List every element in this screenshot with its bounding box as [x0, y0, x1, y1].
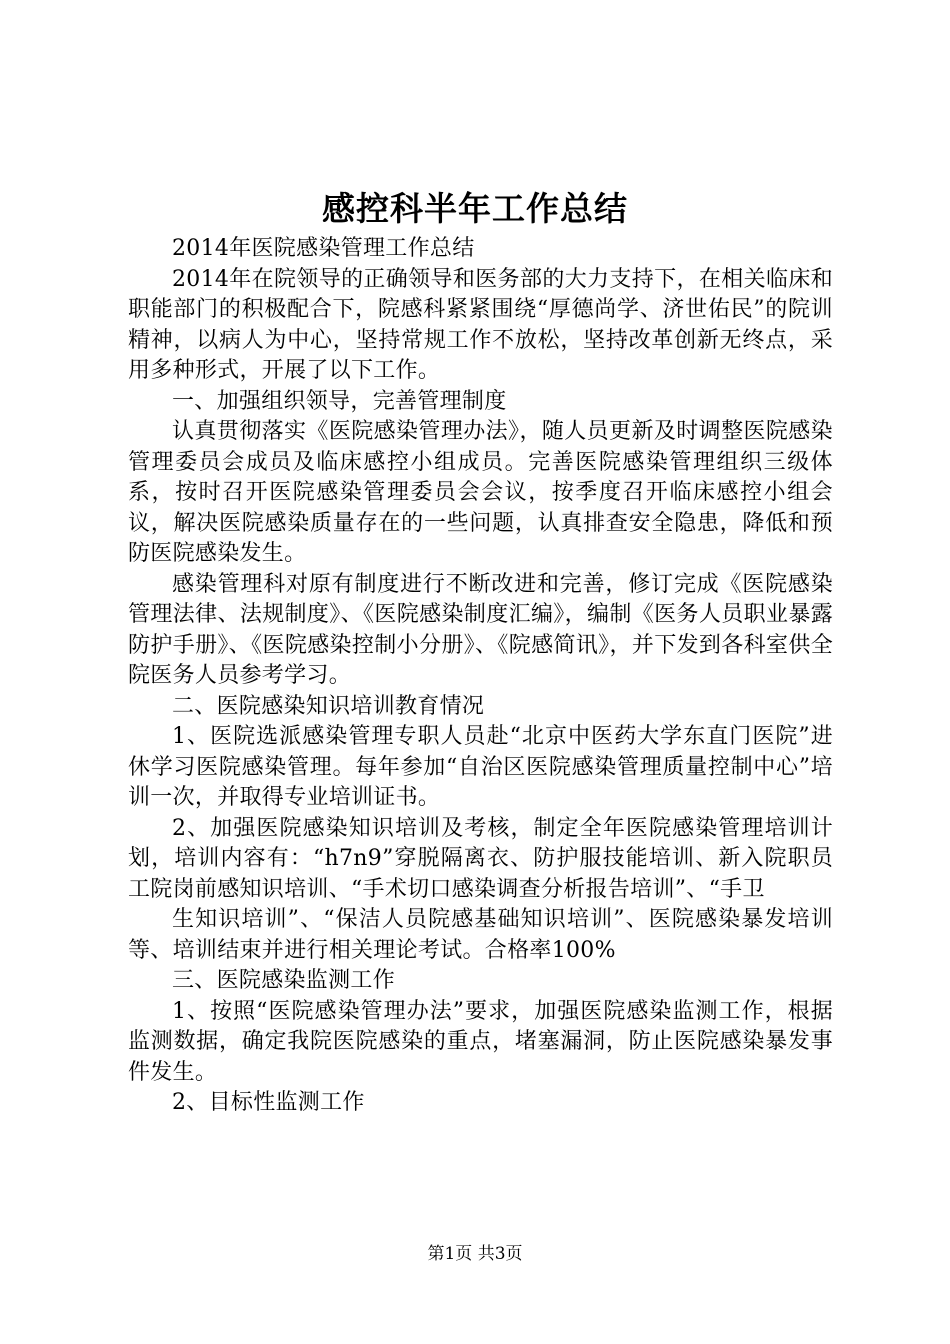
page-number-footer: 第1页 共3页	[427, 1244, 523, 1264]
body-paragraph: 2、加强医院感染知识培训及考核，制定全年医院感染管理培训计划，培训内容有：“h7n9”穿脱隔离衣、防护服技能培训、新入院职员工院岗前感知识培训、“手术切口感染调查分析报告培训”、“手卫	[128, 815, 833, 902]
document-title: 感控科半年工作总结	[322, 189, 628, 228]
document-body	[128, 234, 833, 1119]
section-heading: 2014年医院感染管理工作总结	[172, 236, 475, 261]
section-heading: 三、医院感染监测工作	[172, 968, 396, 993]
body-paragraph: 1、按照“医院感染管理办法”要求，加强医院感染监测工作，根据监测数据，确定我院医院感染的重点，堵塞漏洞，防止医院感染暴发事件发生。	[128, 998, 833, 1085]
body-paragraph: 感染管理科对原有制度进行不断改进和完善，修订完成《医院感染管理法律、法规制度》、《医院感染制度汇编》，编制《医务人员职业暴露防护手册》、《医院感染控制小分册》、《院感简讯》，并下发到各科室供全院医务人员参考学习。	[128, 571, 833, 688]
body-paragraph: 生知识培训”、“保洁人员院感基础知识培训”、医院感染暴发培训等、培训结束并进行相关理论考试。合格率100%	[128, 907, 833, 963]
section-heading: 一、加强组织领导，完善管理制度	[172, 388, 507, 414]
body-paragraph: 认真贯彻落实《医院感染管理办法》，随人员更新及时调整医院感染管理委员会成员及临床感控小组成员。完善医院感染管理组织三级体系，按时召开医院感染管理委员会会议，按季度召开临床感控小组会议，解决医院感染质量存在的一些问题，认真排查安全隐患，降低和预防医院感染发生。	[128, 419, 833, 566]
body-paragraph: 2014年在院领导的正确领导和医务部的大力支持下，在相关临床和职能部门的积极配合下，院感科紧紧围绕“厚德尚学、济世佑民”的院训精神，以病人为中心，坚持常规工作不放松，坚持改革创新无终点，采用多种形式，开展了以下工作。	[128, 266, 833, 383]
body-paragraph: 1、医院选派感染管理专职人员赴“北京中医药大学东直门医院”进休学习医院感染管理。每年参加“自治区医院感染管理质量控制中心”培训一次，并取得专业培训证书。	[128, 724, 833, 810]
section-heading: 二、医院感染知识培训教育情况	[172, 693, 485, 719]
section-heading: 2、目标性监测工作	[172, 1090, 365, 1115]
